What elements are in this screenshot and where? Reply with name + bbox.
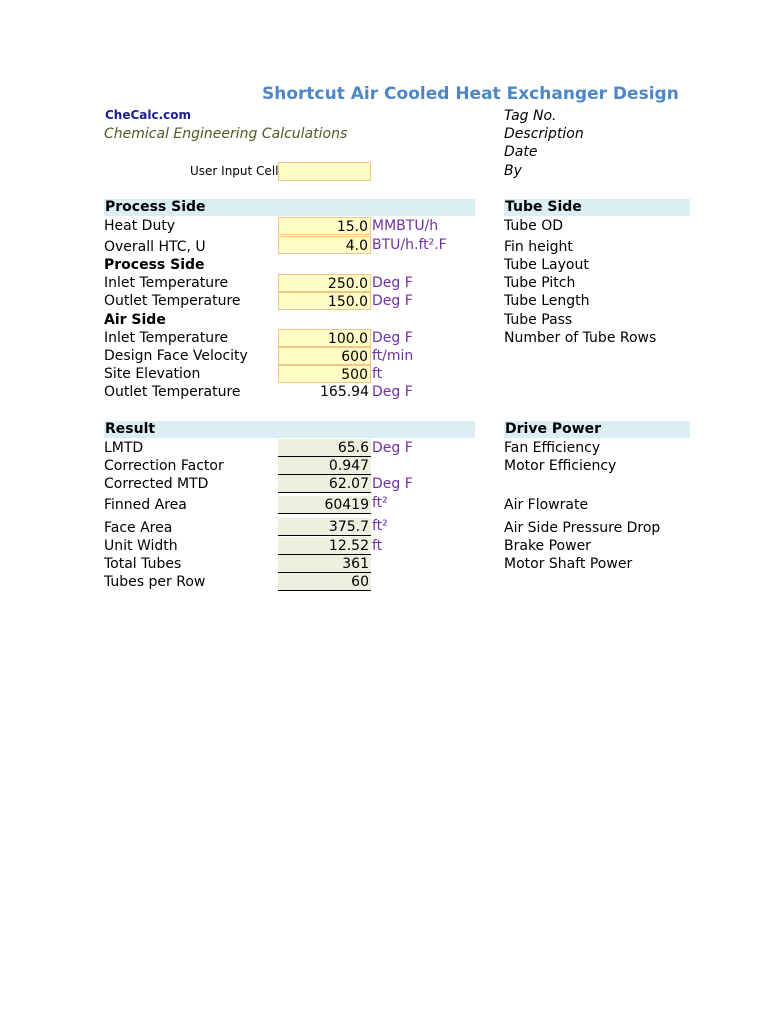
- air-inlet-temperature-label: Inlet Temperature: [104, 330, 229, 346]
- process-outlet-temperature-unit: Deg F: [372, 293, 413, 309]
- motor-shaft-power-label: Motor Shaft Power: [504, 556, 633, 572]
- by-label: By: [504, 163, 522, 179]
- site-elevation-unit: ft: [372, 366, 383, 382]
- tube-layout-label: Tube Layout: [504, 257, 589, 273]
- tube-length-label: Tube Length: [504, 293, 590, 309]
- lmtd-value: 65.6: [278, 439, 371, 457]
- heat-duty-input[interactable]: 15.0: [278, 217, 371, 235]
- face-area-label: Face Area: [104, 520, 173, 536]
- sheet-title: Shortcut Air Cooled Heat Exchanger Design: [262, 84, 679, 104]
- subtitle: Chemical Engineering Calculations: [104, 126, 348, 142]
- air-outlet-temperature-value: 165.94: [320, 384, 369, 400]
- brake-power-label: Brake Power: [504, 538, 591, 554]
- design-face-velocity-label: Design Face Velocity: [104, 348, 248, 364]
- description-label: Description: [504, 126, 584, 142]
- design-face-velocity-input[interactable]: 600: [278, 347, 371, 365]
- tubes-per-row-value: 60: [278, 573, 371, 591]
- air-outlet-temperature-label: Outlet Temperature: [104, 384, 241, 400]
- tubes-per-row-label: Tubes per Row: [104, 574, 206, 590]
- correction-factor-label: Correction Factor: [104, 458, 224, 474]
- correction-factor-value: 0.947: [278, 457, 371, 475]
- finned-area-value: 60419: [278, 496, 371, 514]
- process-inlet-temperature-input[interactable]: 250.0: [278, 274, 371, 292]
- fan-efficiency-label: Fan Efficiency: [504, 440, 601, 456]
- process-inlet-temperature-label: Inlet Temperature: [104, 275, 229, 291]
- heat-duty-unit: MMBTU/h: [372, 218, 439, 234]
- air-flowrate-label: Air Flowrate: [504, 497, 589, 513]
- brand-link[interactable]: CheCalc.com: [105, 108, 192, 122]
- motor-efficiency-label: Motor Efficiency: [504, 458, 617, 474]
- result-header-bar: [104, 421, 475, 438]
- face-area-value: 375.7: [278, 518, 371, 536]
- air-side-pressure-drop-label: Air Side Pressure Drop: [504, 520, 661, 536]
- finned-area-unit: ft²: [372, 495, 388, 511]
- result-heading: Result: [105, 421, 156, 437]
- design-face-velocity-unit: ft/min: [372, 348, 414, 364]
- corrected-mtd-unit: Deg F: [372, 476, 413, 492]
- air-outlet-temperature-unit: Deg F: [372, 384, 413, 400]
- tube-pass-label: Tube Pass: [504, 312, 573, 328]
- face-area-unit: ft²: [372, 518, 388, 534]
- overall-htc-input[interactable]: 4.0: [278, 236, 371, 254]
- air-side-heading: Air Side: [104, 312, 166, 328]
- site-elevation-label: Site Elevation: [104, 366, 201, 382]
- process-outlet-temperature-label: Outlet Temperature: [104, 293, 241, 309]
- tag-no-label: Tag No.: [504, 108, 557, 124]
- corrected-mtd-value: 62.07: [278, 475, 371, 493]
- total-tubes-label: Total Tubes: [104, 556, 182, 572]
- unit-width-label: Unit Width: [104, 538, 178, 554]
- drive-power-header-bar: [504, 421, 690, 438]
- air-inlet-temperature-input[interactable]: 100.0: [278, 329, 371, 347]
- process-inlet-temperature-unit: Deg F: [372, 275, 413, 291]
- date-label: Date: [504, 144, 538, 160]
- overall-htc-unit: BTU/h.ft².F: [372, 237, 447, 253]
- drive-power-heading: Drive Power: [505, 421, 602, 437]
- tube-side-heading: Tube Side: [505, 199, 582, 215]
- process-side-heading: Process Side: [105, 199, 206, 215]
- lmtd-label: LMTD: [104, 440, 144, 456]
- process-outlet-temperature-input[interactable]: 150.0: [278, 292, 371, 310]
- unit-width-unit: ft: [372, 538, 383, 554]
- corrected-mtd-label: Corrected MTD: [104, 476, 209, 492]
- user-input-legend-label: User Input Cell: [190, 164, 279, 178]
- unit-width-value: 12.52: [278, 537, 371, 555]
- lmtd-unit: Deg F: [372, 440, 413, 456]
- tube-side-header-bar: [504, 199, 690, 216]
- overall-htc-label: Overall HTC, U: [104, 239, 206, 255]
- tube-pitch-label: Tube Pitch: [504, 275, 576, 291]
- process-side-header-bar: [104, 199, 475, 216]
- site-elevation-input[interactable]: 500: [278, 365, 371, 383]
- heat-duty-label: Heat Duty: [104, 218, 176, 234]
- air-inlet-temperature-unit: Deg F: [372, 330, 413, 346]
- user-input-legend-swatch: [278, 162, 371, 181]
- fin-height-label: Fin height: [504, 239, 573, 255]
- tube-od-label: Tube OD: [504, 218, 564, 234]
- finned-area-label: Finned Area: [104, 497, 187, 513]
- number-of-tube-rows-label: Number of Tube Rows: [504, 330, 657, 346]
- total-tubes-value: 361: [278, 555, 371, 573]
- process-side-subheading: Process Side: [104, 257, 205, 273]
